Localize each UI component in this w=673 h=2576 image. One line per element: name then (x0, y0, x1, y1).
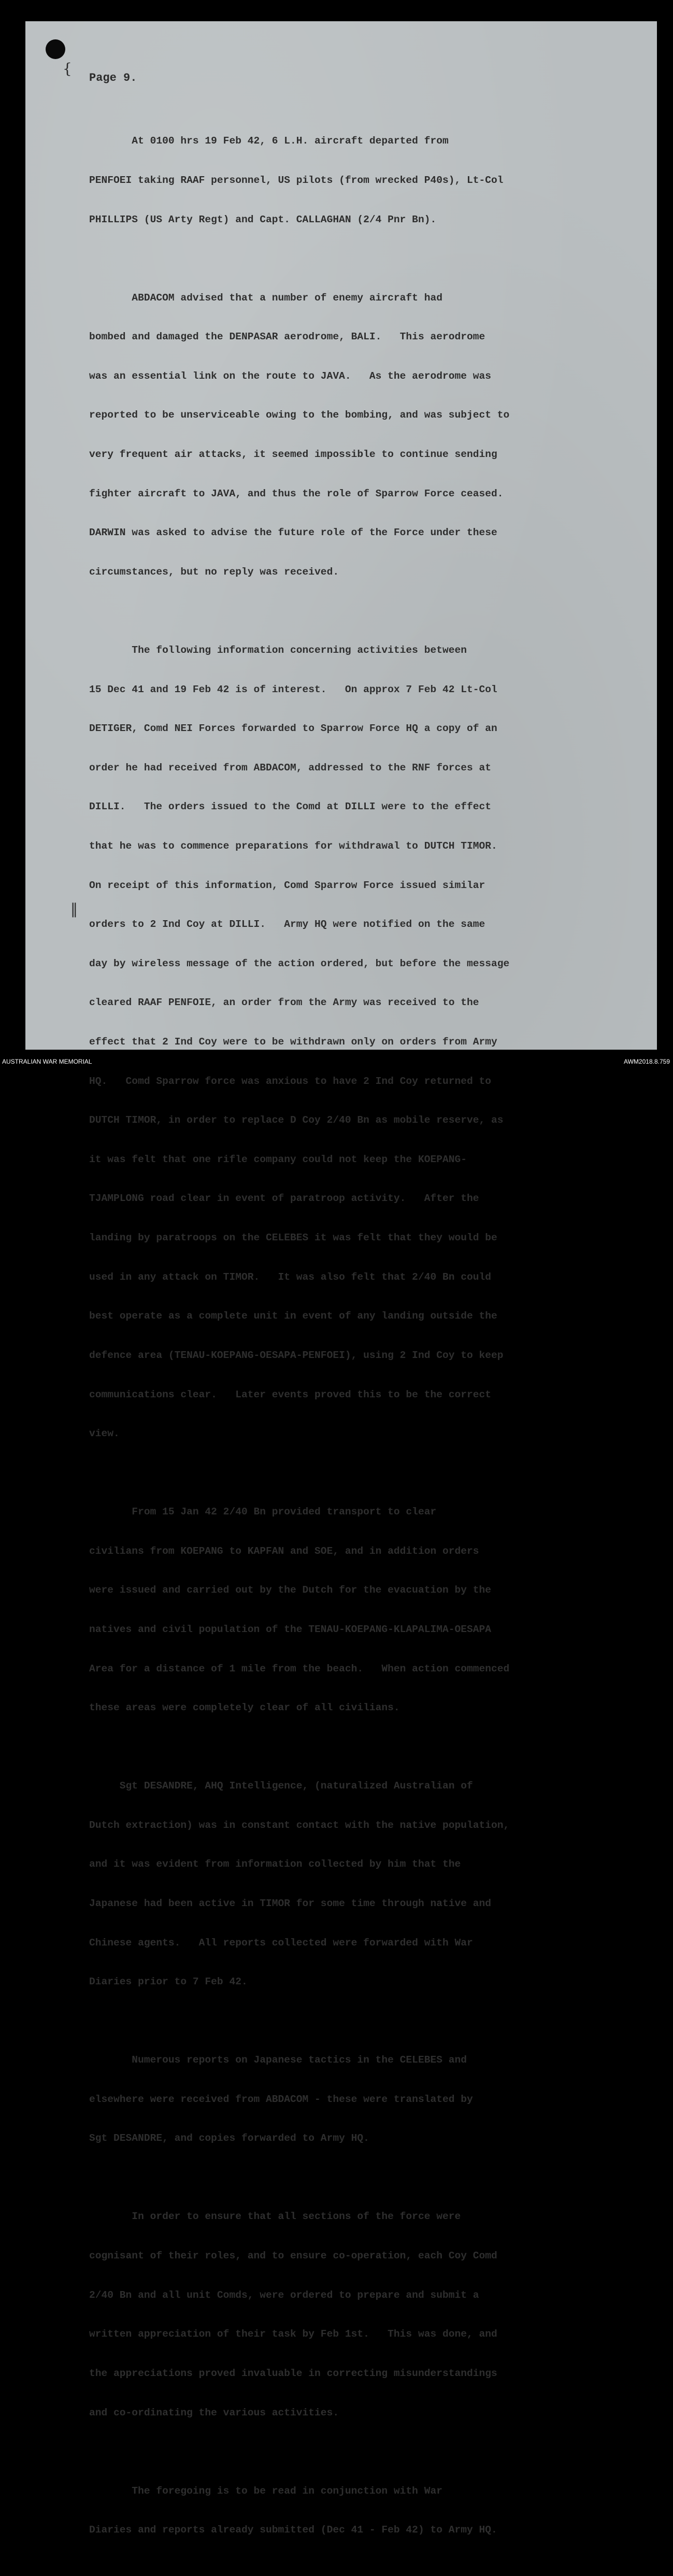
archive-reference: AWM2018.8.759 (624, 1058, 670, 1065)
text-line: DARWIN was asked to advise the future role of the Force under these (89, 527, 497, 539)
paragraph-4 (89, 1480, 638, 1741)
punch-hole (46, 39, 65, 59)
text-line: The foregoing is to be read in conjunction with War (89, 2485, 442, 2497)
text-line: landing by paratroops on the CELEBES it was felt that they would be (89, 1232, 497, 1244)
text-line: Diaries prior to 7 Feb 42. (89, 1976, 248, 1988)
text-line: day by wireless message of the action ordered, but before the message (89, 957, 510, 969)
text-line: At 0100 hrs 19 Feb 42, 6 L.H. aircraft departed from (89, 135, 449, 147)
text-line: defence area (TENAU-KOEPANG-OESAPA-PENFOEI), using 2 Ind Coy to keep (89, 1349, 504, 1361)
paragraph-6 (89, 2028, 638, 2171)
text-line: 15 Dec 41 and 19 Feb 42 is of interest. On approx 7 Feb 42 Lt-Col (89, 683, 497, 695)
margin-mark-bottom: ‖ (70, 900, 78, 918)
text-line: used in any attack on TIMOR. It was also felt that 2/40 Bn could (89, 1271, 492, 1283)
archive-name: AUSTRALIAN WAR MEMORIAL (2, 1058, 92, 1065)
text-line: PENFOEI taking RAAF personnel, US pilots (from wrecked P40s), Lt-Col (89, 175, 504, 187)
text-line: it was felt that one rifle company could not keep the KOEPANG- (89, 1153, 467, 1165)
text-line: elsewhere were received from ABDACOM - these were translated by (89, 2093, 473, 2105)
text-line: these areas were completely clear of all civilians. (89, 1702, 400, 1714)
text-line: DETIGER, Comd NEI Forces forwarded to Sparrow Force HQ a copy of an (89, 723, 497, 735)
text-line: TJAMPLONG road clear in event of paratroop activity. After the (89, 1193, 479, 1205)
paragraph-1 (89, 109, 638, 252)
text-line: cognisant of their roles, and to ensure co-operation, each Coy Comd (89, 2250, 497, 2262)
text-line: view. (89, 1428, 120, 1440)
text-line: DILLI. The orders issued to the Comd at DILLI were to the effect (89, 801, 492, 813)
text-line: On receipt of this information, Comd Sparrow Force issued similar (89, 879, 485, 891)
text-line: and co-ordinating the various activities. (89, 2407, 339, 2418)
text-line: PHILLIPS (US Arty Regt) and Capt. CALLAGHAN (2/4 Pnr Bn). (89, 213, 437, 225)
text-line: HQ. Comd Sparrow force was anxious to have 2 Ind Coy returned to (89, 1075, 492, 1087)
paragraph-8 (89, 2458, 638, 2563)
text-line: Sgt DESANDRE, AHQ Intelligence, (naturalized Australian of (89, 1780, 473, 1792)
text-line: The following information concerning activities between (89, 644, 467, 656)
text-line: civilians from KOEPANG to KAPFAN and SOE, and in addition orders (89, 1545, 479, 1557)
text-line: Sgt DESANDRE, and copies forwarded to Army HQ. (89, 2133, 369, 2144)
text-line: that he was to commence preparations for withdrawal to DUTCH TIMOR. (89, 840, 497, 852)
text-line: Diaries and reports already submitted (Dec 41 - Feb 42) to Army HQ. (89, 2524, 497, 2536)
text-line: communications clear. Later events proved this to be the correct (89, 1389, 492, 1400)
text-line: From 15 Jan 42 2/40 Bn provided transport to clear (89, 1506, 437, 1518)
text-line: DUTCH TIMOR, in order to replace D Coy 2/40 Bn as mobile reserve, as (89, 1114, 504, 1126)
text-line: Dutch extraction) was in constant contact with the native population, (89, 1819, 510, 1831)
paragraph-7 (89, 2184, 638, 2445)
text-line: Numerous reports on Japanese tactics in the CELEBES and (89, 2054, 467, 2066)
text-line: were issued and carried out by the Dutch for the evacuation by the (89, 1584, 492, 1596)
text-line: very frequent air attacks, it seemed impossible to continue sending (89, 449, 497, 461)
text-line: Chinese agents. All reports collected were forwarded with War (89, 1937, 473, 1949)
text-line: and it was evident from information collected by him that the (89, 1858, 461, 1870)
text-line: was an essential link on the route to JAVA. As the aerodrome was (89, 370, 492, 382)
text-line: effect that 2 Ind Coy were to be withdrawn only on orders from Army (89, 1036, 497, 1048)
text-line: Japanese had been active in TIMOR for some time through native and (89, 1898, 492, 1910)
text-line: the appreciations proved invaluable in correcting misunderstandings (89, 2367, 497, 2379)
text-line: best operate as a complete unit in event of any landing outside the (89, 1310, 497, 1322)
text-line: fighter aircraft to JAVA, and thus the role of Sparrow Force ceased. (89, 488, 504, 499)
text-line: circumstances, but no reply was received. (89, 566, 339, 578)
text-line: orders to 2 Ind Coy at DILLI. Army HQ were notified on the same (89, 919, 485, 931)
text-line: written appreciation of their task by Feb 1st. This was done, and (89, 2328, 497, 2340)
page-number: Page 9. (89, 71, 137, 84)
text-line: natives and civil population of the TENAU-KOEPANG-KLAPALIMA-OESAPA (89, 1623, 492, 1635)
paragraph-5 (89, 1754, 638, 2015)
paragraph-3 (89, 618, 638, 1467)
text-line: Area for a distance of 1 mile from the beach. When action commenced (89, 1663, 510, 1675)
text-line: 2/40 Bn and all unit Comds, were ordered to prepare and submit a (89, 2289, 479, 2301)
document-body (89, 109, 638, 2576)
text-line: cleared RAAF PENFOIE, an order from the Army was received to the (89, 997, 479, 1009)
text-line: reported to be unserviceable owing to the bombing, and was subject to (89, 409, 510, 421)
margin-mark-top: { (63, 60, 72, 77)
archive-footer (0, 1055, 673, 1068)
text-line: order he had received from ABDACOM, addressed to the RNF forces at (89, 762, 492, 774)
text-line: ABDACOM advised that a number of enemy aircraft had (89, 292, 442, 304)
paragraph-2 (89, 265, 638, 605)
text-line: In order to ensure that all sections of the force were (89, 2211, 461, 2223)
text-line: bombed and damaged the DENPASAR aerodrome, BALI. This aerodrome (89, 331, 485, 343)
